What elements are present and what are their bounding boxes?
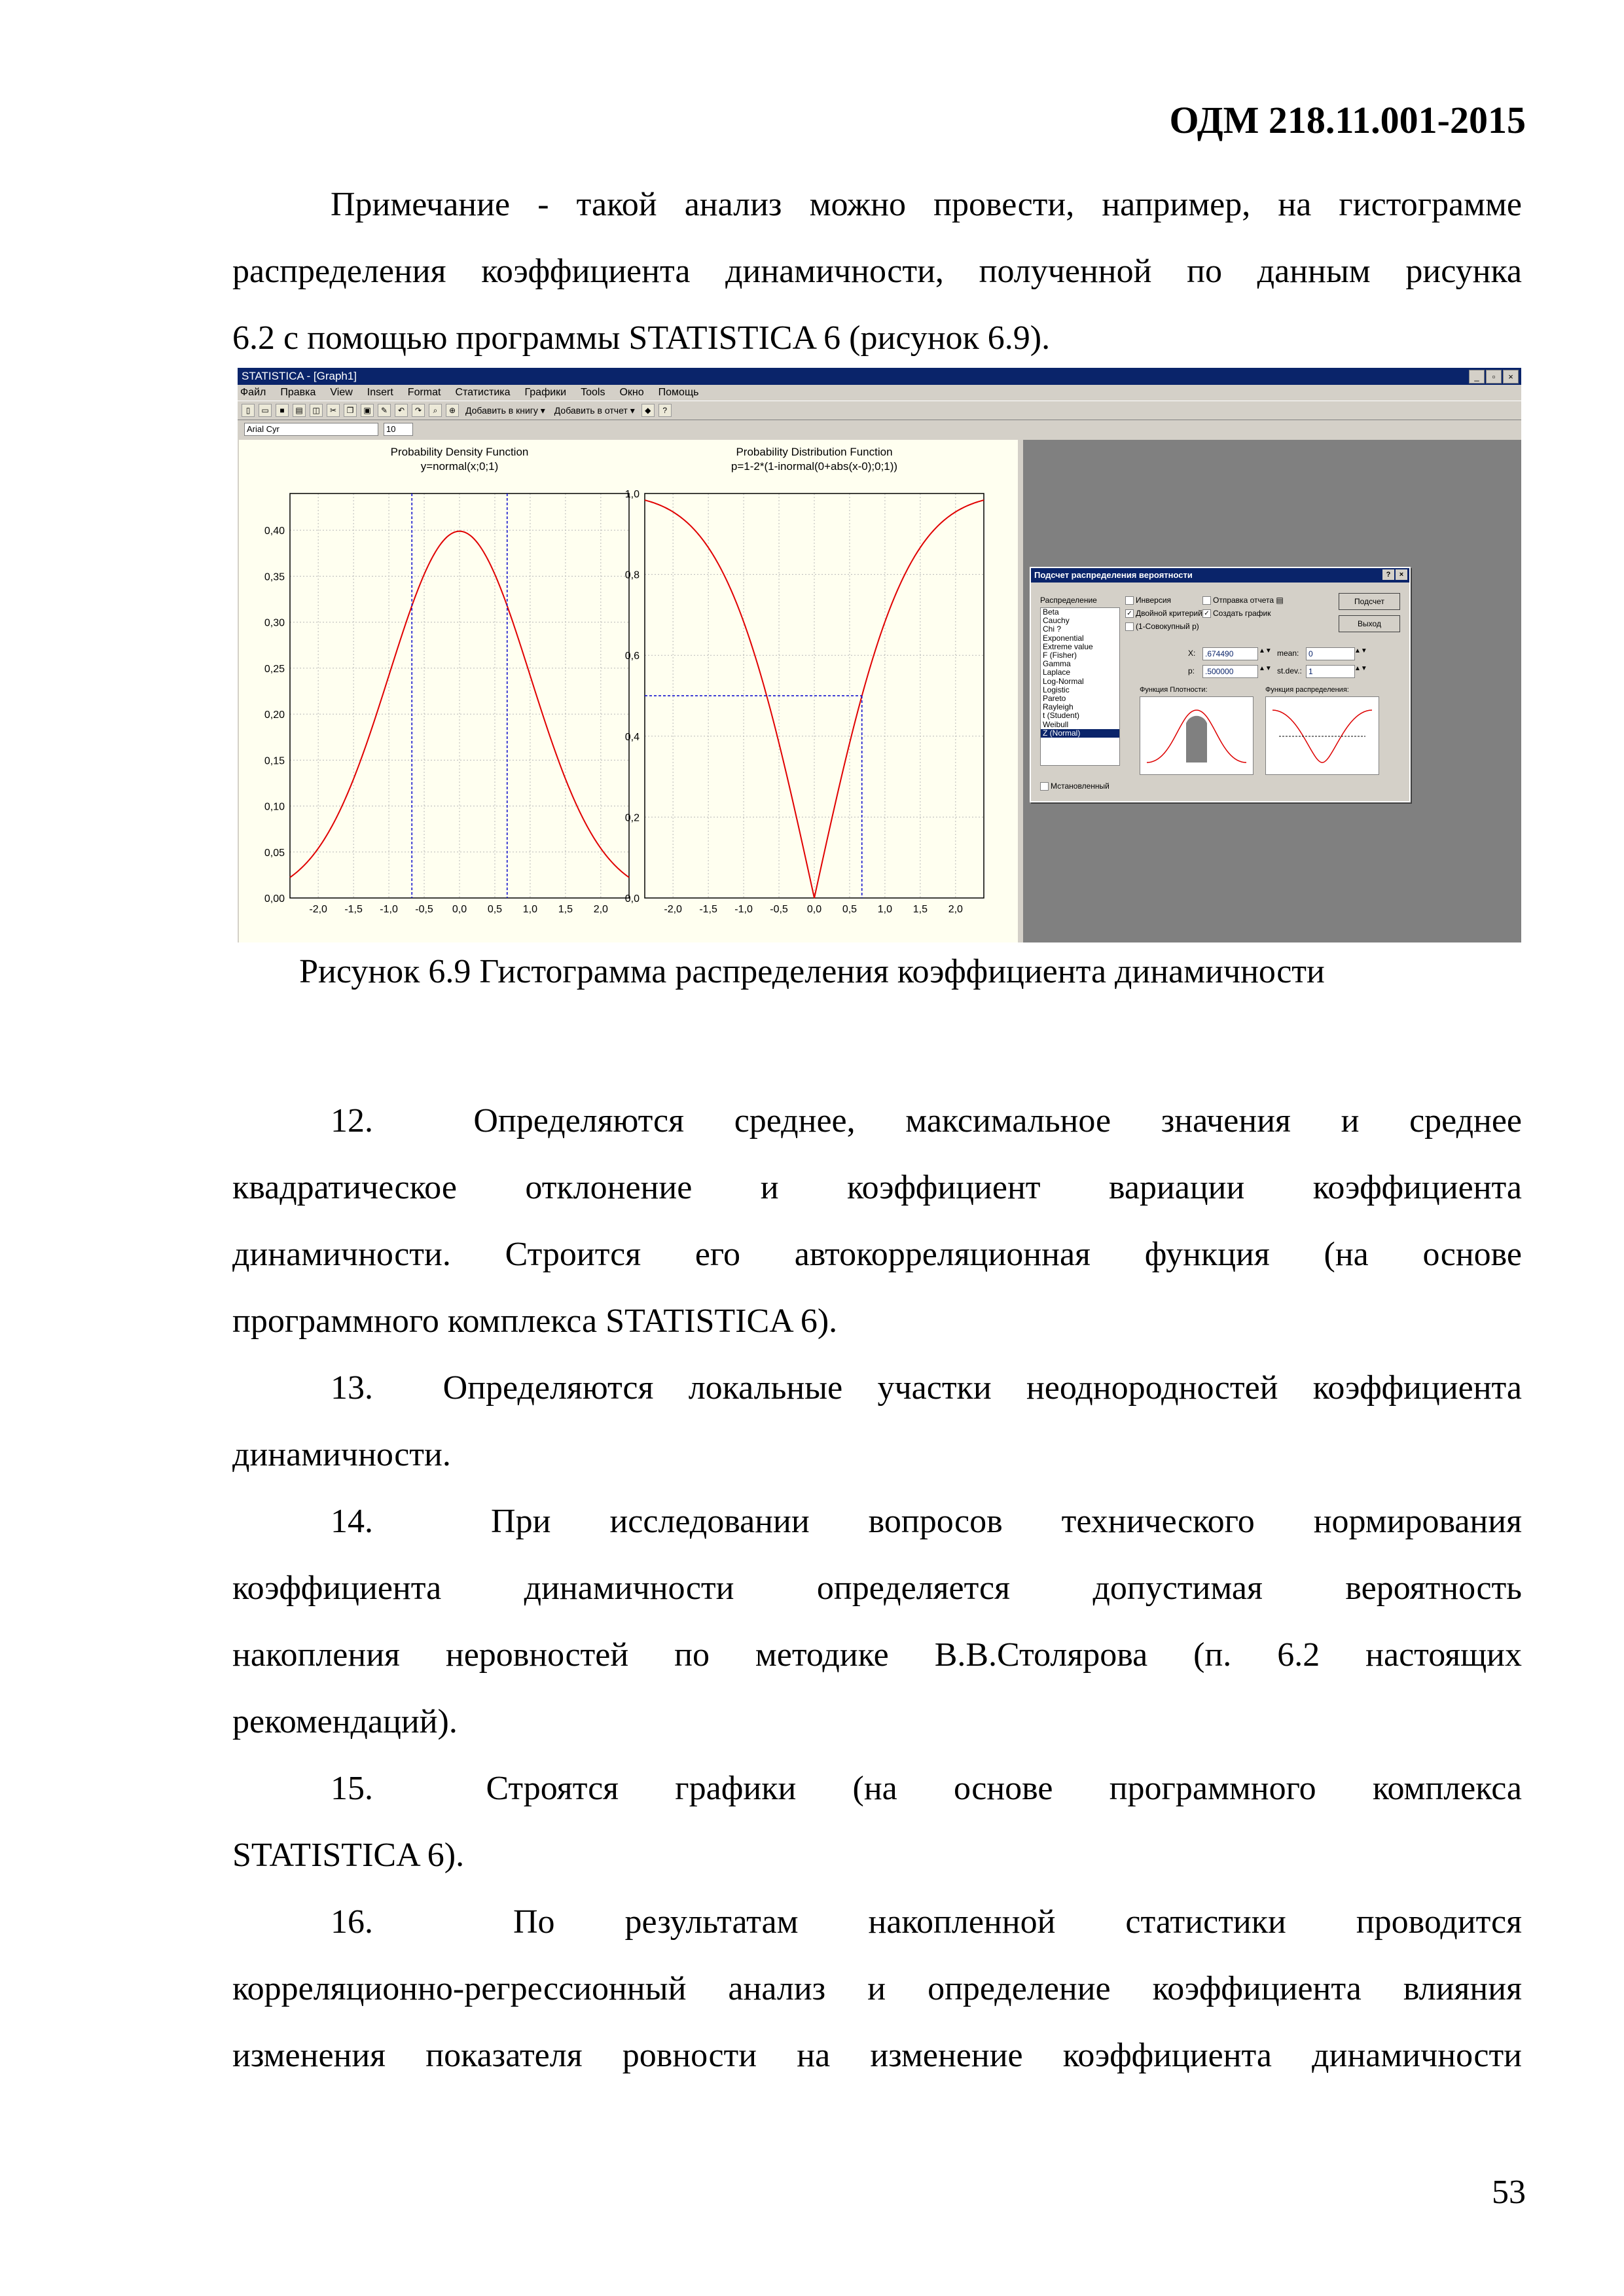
x-spinner-icon[interactable]: ▲▼ [1259,647,1272,655]
menu-file[interactable]: Файл [240,387,266,398]
window-controls [1469,370,1519,384]
p-input[interactable]: .500000 [1202,665,1258,678]
paste-icon[interactable]: ▣ [361,404,374,417]
statistica-screenshot [238,368,1521,942]
item-text: Строятся графики (на основе программного комплекса [486,1770,1522,1807]
toolbar [238,401,1521,420]
series-line [290,531,629,878]
numbered-list [232,1088,1522,2089]
x-tick-label: -1,0 [380,904,398,915]
font-name-select[interactable]: Arial Cyr [244,423,378,436]
checkbox-icon [1202,596,1211,605]
distribution-list[interactable] [1040,607,1120,766]
menu-format[interactable]: Format [407,387,441,398]
font-toolbar [238,420,1521,439]
sd-input[interactable]: 1 [1306,665,1355,678]
cdf-chart [625,489,984,915]
y-tick-label: 0,00 [264,893,285,905]
page-number: 53 [1492,2174,1526,2211]
item-number: 15. [331,1770,373,1807]
item-16-line-1 [232,1889,1522,1956]
checkbox-icon [1125,596,1134,605]
graph-area [239,440,1018,942]
distribution-option[interactable]: Exponential [1043,633,1084,643]
density-preview [1140,696,1254,775]
document-code: ОДМ 218.11.001-2015 [1169,99,1526,141]
preview-icon[interactable]: ◫ [310,404,323,417]
x-tick-label: 0,0 [806,904,822,915]
inverse-label: Инверсия [1136,596,1172,605]
font-size-select[interactable]: 10 [384,423,413,436]
send-report-label: Отправка отчета [1213,596,1274,605]
fixed-checkbox[interactable] [1040,781,1110,791]
distribution-preview-graphic [1266,697,1379,774]
note-paragraph [232,171,1522,372]
y-tick-label: 0,4 [624,731,640,743]
item-text: Определяются среднее, максимальное значения и среднее [473,1102,1523,1139]
close-icon[interactable]: × [1396,569,1407,580]
create-graph-checkbox[interactable] [1202,609,1271,618]
menu-graphs[interactable]: Графики [524,387,567,398]
item-14-line-1 [232,1488,1522,1555]
item-13-line-1 [232,1355,1522,1422]
cumulative-checkbox[interactable] [1125,622,1199,631]
fixed-label: Мстановленный [1051,781,1110,791]
item-number: 16. [331,1903,373,1941]
figure-caption: Рисунок 6.9 Гистограмма распределения коэффициента динамичности [299,953,1325,990]
item-text: Определяются локальные участки неоднородностей коэффициента [442,1369,1522,1407]
checkbox-icon [1125,622,1134,631]
y-tick-label: 0,15 [264,755,285,767]
x-tick-label: 0,5 [842,904,857,915]
note-line-2: распределения коэффициента динамичности, полученной по данным рисунка [232,253,1522,290]
density-preview-graphic [1140,697,1253,774]
cumulative-label: (1-Совокупный р) [1136,622,1199,631]
distribution-label: Распределение [1040,596,1097,605]
distribution-option[interactable]: Chi ? [1043,624,1062,634]
chart2-title: Probability Distribution Function [736,446,893,458]
dialog-title: Подсчет распределения вероятности [1034,570,1193,580]
binoculars-icon[interactable]: ⌕ [429,404,442,417]
item-12-line-2: квадратическое отклонение и коэффициент вариации коэффициента [232,1169,1522,1206]
create-graph-label: Создать график [1213,609,1271,618]
save-icon[interactable]: ■ [276,404,289,417]
p-spinner-icon[interactable]: ▲▼ [1259,665,1272,672]
y-tick-label: 0,20 [264,709,285,721]
distribution-option[interactable]: F (Fisher) [1043,651,1077,660]
two-tailed-label: Двойной критерий [1136,609,1202,618]
open-folder-icon[interactable]: ▭ [259,404,272,417]
distribution-option[interactable]: Beta [1043,607,1059,617]
menu-edit[interactable]: Правка [280,387,316,398]
window-title: STATISTICA - [Graph1] [242,370,357,382]
distribution-option[interactable]: Weibull [1043,719,1069,729]
item-text: При исследовании вопросов технического нормирования [491,1503,1523,1540]
item-12-line-4: программного комплекса STATISTICA 6). [232,1302,838,1340]
note-line-1: Примечание - такой анализ можно провести, например, на гистограмме [331,186,1522,223]
dialog-controls [1382,569,1407,580]
gallery-icon[interactable]: ◆ [641,404,655,417]
redo-icon[interactable]: ↷ [412,404,425,417]
x-tick-label: 1,5 [558,904,573,915]
y-tick-label: 0,8 [624,569,640,581]
x-tick-label: 1,5 [912,904,928,915]
distribution-option[interactable]: Z (Normal) [1041,729,1119,738]
chart1-subtitle: y=normal(x;0;1) [420,460,499,473]
x-tick-label: -1,5 [699,904,717,915]
charts-svg [239,440,1018,942]
menu-help[interactable]: Помощь [658,387,699,398]
y-tick-label: 0,35 [264,571,285,583]
y-tick-label: 0,6 [624,651,640,662]
item-12-line-3: динамичности. Строится его автокорреляционная функция (на основе [232,1236,1522,1273]
menu-view[interactable]: View [330,387,353,398]
x-tick-label: 1,0 [522,904,538,915]
probability-calculator-dialog [1030,567,1411,802]
minimize-icon[interactable]: _ [1469,370,1485,384]
y-tick-label: 0,25 [264,663,285,675]
item-15-line-2: STATISTICA 6). [232,1837,465,1874]
menu-tools[interactable]: Tools [581,387,605,398]
close-icon[interactable]: × [1503,370,1519,384]
sd-label: st.dev.: [1277,666,1302,675]
menu-window[interactable]: Окно [619,387,644,398]
distribution-option[interactable]: Cauchy [1043,616,1070,626]
distribution-option[interactable]: Log-Normal [1043,676,1084,686]
distribution-option[interactable]: Logistic [1043,685,1070,694]
menu-insert[interactable]: Insert [367,387,393,398]
format-painter-icon[interactable]: ✎ [378,404,391,417]
y-tick-label: 0,30 [264,617,285,629]
chart1-title: Probability Density Function [390,446,529,458]
item-14-line-3: накопления неровностей по методике В.В.Столярова (п. 6.2 настоящих [232,1636,1522,1674]
help-icon[interactable]: ? [1382,569,1394,580]
pdf-chart [264,493,629,915]
x-tick-label: 2,0 [948,904,963,915]
density-label: Функция Плотности: [1140,686,1208,694]
distribution-preview [1265,696,1379,775]
inverse-checkbox[interactable] [1125,596,1171,605]
item-number: 13. [331,1369,373,1407]
menu-bar [238,385,1521,401]
checkmark-icon: ✓ [1202,609,1211,618]
two-tailed-checkbox[interactable] [1125,609,1202,618]
y-tick-label: 0,05 [264,847,285,859]
y-tick-label: 0,10 [264,801,285,813]
note-line-3: 6.2 с помощью программы STATISTICA 6 (рисунок 6.9). [232,319,1051,357]
x-tick-label: 1,0 [877,904,893,915]
item-number: 14. [331,1503,373,1540]
exit-button[interactable]: Выход [1339,615,1400,632]
copy-icon[interactable]: ❐ [344,404,357,417]
window-titlebar [238,368,1521,385]
zoom-icon[interactable]: ⊕ [446,404,459,417]
x-tick-label: -1,0 [734,904,753,915]
x-tick-label: -2,0 [664,904,682,915]
cut-icon[interactable]: ✂ [327,404,340,417]
send-report-checkbox[interactable] [1202,596,1284,605]
item-14-line-4: рекомендаций). [232,1703,458,1740]
distribution-option[interactable]: Extreme value [1043,641,1093,651]
item-number: 12. [331,1102,373,1139]
compute-button[interactable]: Подсчет [1339,593,1400,610]
distribution-option[interactable]: Pareto [1043,694,1066,704]
dialog-titlebar [1031,568,1409,583]
restore-icon[interactable]: ▫ [1486,370,1502,384]
p-label: p: [1188,666,1195,675]
sd-spinner-icon[interactable]: ▲▼ [1354,665,1367,672]
x-tick-label: 2,0 [593,904,608,915]
y-tick-label: 0,0 [624,893,640,905]
mean-spinner-icon[interactable]: ▲▼ [1354,647,1367,655]
checkbox-icon [1040,782,1049,791]
mean-label: mean: [1277,649,1299,658]
item-text: По результатам накопленной статистики проводится [513,1903,1522,1941]
item-16-line-3: изменения показателя ровности на изменение коэффициента динамичности [232,2037,1522,2074]
mean-input[interactable]: 0 [1306,647,1355,660]
x-tick-label: -2,0 [309,904,327,915]
distribution-option[interactable]: t (Student) [1043,711,1080,721]
item-15-line-1 [232,1755,1522,1822]
y-tick-label: 0,40 [264,526,285,537]
help-pointer-icon[interactable]: ? [659,404,672,417]
chart2-subtitle: p=1-2*(1-inormal(0+abs(x-0);0;1)) [731,460,898,473]
x-tick-label: 0,5 [487,904,503,915]
y-tick-label: 0,2 [624,812,640,824]
item-13-line-2: динамичности. [232,1436,451,1473]
add-to-workbook-button[interactable]: Добавить в книгу ▾ [465,404,545,416]
distribution-option[interactable]: Gamma [1043,659,1071,669]
item-16-line-2: корреляционно-регрессионный анализ и определение коэффициента влияния [232,1970,1522,2007]
x-tick-label: 0,0 [452,904,467,915]
x-tick-label: -0,5 [415,904,433,915]
new-file-icon[interactable]: ▯ [242,404,255,417]
print-icon[interactable]: ▤ [293,404,306,417]
printer-icon: ▤ [1276,596,1284,605]
distribution-option[interactable]: Rayleigh [1043,702,1074,712]
menu-statistics[interactable]: Статистика [455,387,511,398]
x-tick-label: -1,5 [344,904,363,915]
undo-icon[interactable]: ↶ [395,404,408,417]
y-tick-label: 1,0 [624,489,640,500]
x-label: X: [1188,649,1196,658]
item-12-line-1 [232,1088,1522,1155]
checkmark-icon: ✓ [1125,609,1134,618]
item-14-line-2: коэффициента динамичности определяется допустимая вероятность [232,1570,1522,1607]
x-input[interactable]: .674490 [1202,647,1258,660]
add-to-report-button[interactable]: Добавить в отчет ▾ [554,404,635,416]
x-tick-label: -0,5 [770,904,788,915]
distribution-function-label: Функция распределения: [1265,686,1349,694]
distribution-option[interactable]: Laplace [1043,668,1071,677]
